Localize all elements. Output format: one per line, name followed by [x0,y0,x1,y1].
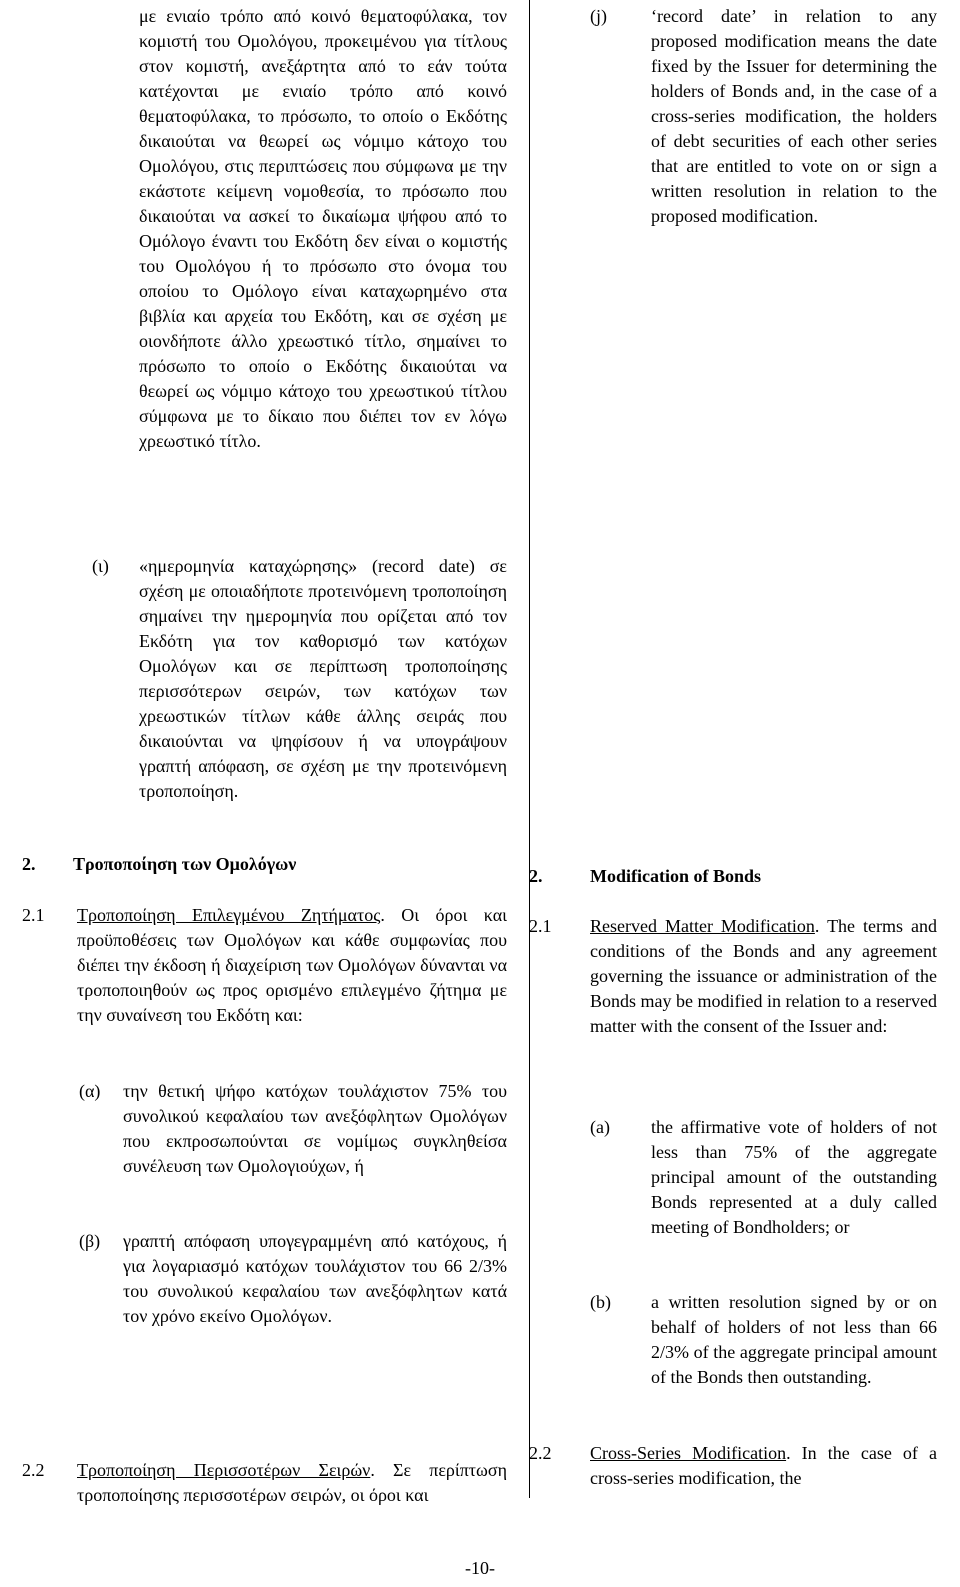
section-2-2-number-english: 2.2 [529,1443,552,1463]
page-number: -10- [465,1558,495,1578]
definition-continued-greek: με ενιαίο τρόπο από κοινό θεματοφύλακα, τον κομιστή του Ομολόγου, προκειμένου για τίτλους στον κομιστή, ανεξάρτητα από το εάν τούτα κατέχονται με ενιαίο τρόπο από κοινό θεματοφύλακα, το πρόσωπο, το οποίο ο Εκδότης δικαιούται να θεωρεί ως νόμιμο κάτοχο του Ομολόγου, στις περιπτώσεις που σύμφωνα με την εκάστοτε κείμενη νομοθεσία, το πρόσωπο που δικαιούται να ασκεί το δικαίωμα ψήφου από το Ομόλογο έναντι του Εκδότη δεν είναι ο κομιστής του Ομολόγου ή το πρόσωπο στο όνομα του οποίου το Ομόλογο είναι καταχωρημένο στα βιβλία και αρχεία του Εκδότη, και σε σχέση με οιονδήποτε άλλο χρεωστικό τίτλο, σημαίνει το πρόσωπο το οποίο ο Εκδότης δικαιούται να θεωρεί ως νόμιμο κάτοχο του χρεωστικού τίτλου σύμφωνα με το δίκαιο που διέπει τον εν λόγω χρεωστικό τίτλο. [139,6,507,451]
section-2-1-number-greek: 2.1 [22,905,45,925]
section-2-number-english: 2. [529,866,543,886]
item-i-text: «ημερομηνία καταχώρησης» (record date) σε σχέση με οποιαδήποτε προτεινόμενη τροποποίηση σημαίνει την ημερομηνία που ορίζεται από τον Εκδότη για τον καθορισμό των κατόχων Ομολόγων και σε περίπτωση τροποποίησης περισσότερων σειρών, των κατόχων των χρεωστικών τίτλων κάθε άλλης σειράς που δικαιούνται να ψηφίσουν ή να υπογράψουν γραπτή απόφαση, σε σχέση με την προτεινόμενη τροποποίηση. [139,556,507,801]
section-2-2-text-greek: . Σε περίπτωση τροποποίησης περισσοτέρων σειρών, οι όροι και [77,1460,507,1505]
section-2-1-paragraph-english [590,914,937,1039]
item-i-label: (ι) [92,556,109,576]
column-divider [529,0,530,1498]
item-alpha-text: την θετική ψήφο κατόχων τουλάχιστον 75% του συνολικού κεφαλαίου των ανεξόφλητων Ομολόγων που εκπροσωπούνται σε νομίμως συγκληθείσα συνέλευση των Ομολογιούχων, ή [123,1081,507,1176]
section-2-1-heading-greek: Τροποποίηση Επιλεγμένου Ζητήματος [77,905,381,925]
section-2-2-heading-greek: Τροποποίηση Περισσοτέρων Σειρών [77,1460,371,1480]
section-2-1-number-english: 2.1 [529,916,552,936]
item-b-text: a written resolution signed by or on behalf of holders of not less than 66 2/3% of the aggregate principal amount of the Bonds then outstanding. [651,1292,937,1387]
section-2-1-paragraph-greek [77,903,507,1028]
section-2-title-english: Modification of Bonds [590,866,762,886]
section-2-title-greek: Τροποποίηση των Ομολόγων [73,854,297,874]
section-2-1-heading-english: Reserved Matter Modification [590,916,815,936]
section-2-2-paragraph-greek [77,1458,507,1508]
section-2-2-number-greek: 2.2 [22,1460,45,1480]
section-2-2-text-english: . In the case of a cross-series modification, the [590,1443,937,1488]
item-j-text: ‘record date’ in relation to any proposed modification means the date fixed by the Issuer for determining the holders of Bonds and, in the case of a cross-series modification, the holders of debt securities of each other series that are entitled to vote on or sign a written resolution in relation to the proposed modification. [651,6,937,226]
item-b-label: (b) [590,1292,611,1312]
item-a-text: the affirmative vote of holders of not less than 75% of the aggregate principal amount of the outstanding Bonds represented at a duly called meeting of Bondholders; or [651,1117,937,1237]
item-j-label: (j) [590,6,607,26]
item-a-label: (a) [590,1117,610,1137]
section-2-2-paragraph-english [590,1441,937,1491]
item-beta-label: (β) [79,1231,101,1251]
section-2-2-heading-english: Cross-Series Modification [590,1443,787,1463]
section-2-1-text-greek: . Οι όροι και προϋποθέσεις των Ομολόγων και κάθε συμφωνίας που διέπει την έκδοση ή διαχείριση των Ομολόγων δύνανται να τροποποιηθούν ως προς ορισμένο επιλεγμένο ζήτημα με την συναίνεση του Εκδότη και: [77,905,507,1025]
item-alpha-label: (α) [79,1081,101,1101]
section-2-1-text-english: . The terms and conditions of the Bonds and any agreement governing the issuance or administration of the Bonds may be modified in relation to a reserved matter with the consent of the Issuer and: [590,916,937,1036]
item-beta-text: γραπτή απόφαση υπογεγραμμένη από κατόχους, ή για λογαριασμό κατόχων τουλάχιστον του 66 2/3% του συνολικού κεφαλαίου των ανεξόφλητων κατά τον χρόνο εκείνο Ομολόγων. [123,1231,507,1326]
section-2-number-greek: 2. [22,854,36,874]
